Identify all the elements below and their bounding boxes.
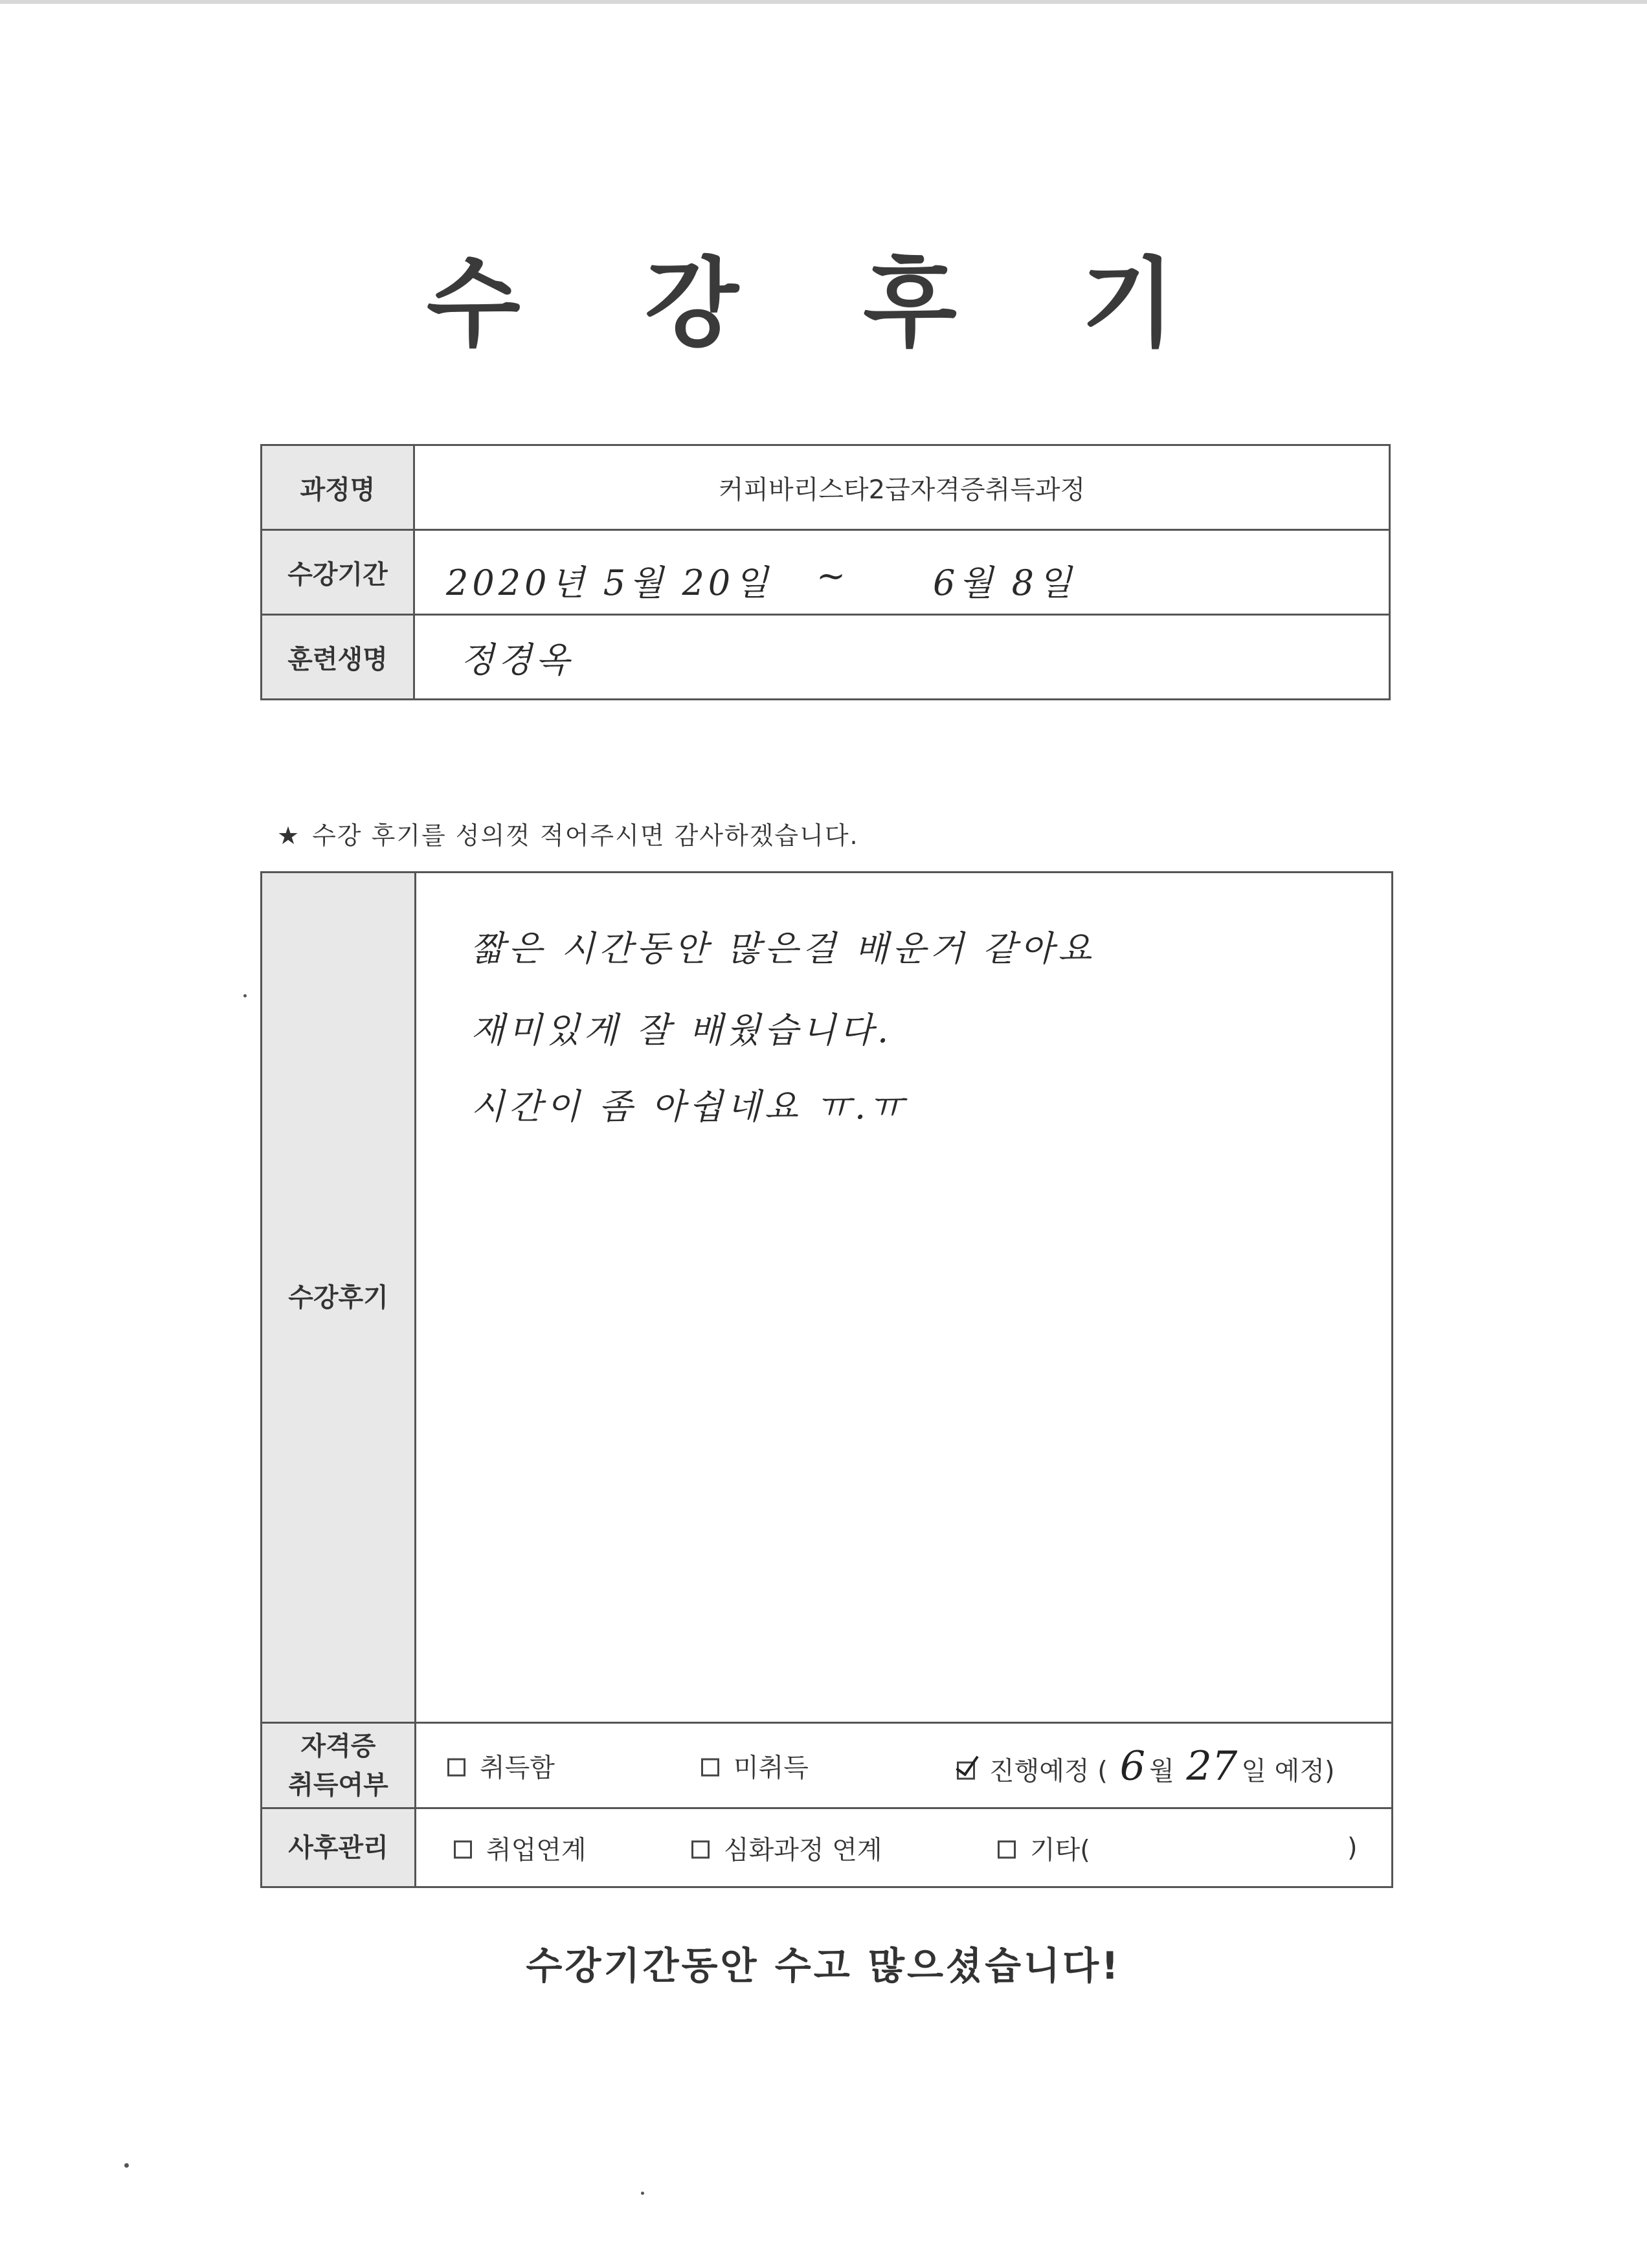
month-unit: 월 bbox=[1149, 1756, 1174, 1786]
period-label: 수강기간 bbox=[262, 530, 414, 615]
page-top-edge bbox=[0, 0, 1647, 4]
review-line-2-handwritten: 재미있게 잘 배웠습니다. bbox=[471, 1010, 893, 1051]
trainee-row bbox=[262, 615, 1390, 700]
certificate-label-line2: 취득여부 bbox=[288, 1770, 388, 1800]
aftercare-row bbox=[262, 1808, 1393, 1887]
scan-speck bbox=[641, 2192, 644, 2195]
option-not-acquired[interactable] bbox=[701, 1747, 809, 1784]
course-label: 과정명 bbox=[262, 445, 414, 530]
day-unit: 일 예정) bbox=[1241, 1756, 1335, 1786]
certificate-label-line1: 자격증 bbox=[300, 1731, 376, 1761]
review-row bbox=[262, 873, 1393, 1723]
trainee-value bbox=[414, 615, 1390, 700]
review-body bbox=[416, 873, 1393, 1723]
option-advanced-course[interactable] bbox=[691, 1829, 882, 1866]
checkbox-planned-checked[interactable] bbox=[957, 1761, 975, 1779]
review-label: 수강후기 bbox=[262, 873, 416, 1723]
review-line-3-handwritten: 시간이 좀 아쉽네요 ㅠ.ㅠ bbox=[471, 1086, 908, 1127]
course-row bbox=[262, 445, 1390, 530]
checkbox-advanced-course[interactable] bbox=[691, 1840, 710, 1858]
aftercare-label: 사후관리 bbox=[262, 1808, 416, 1887]
other-close-paren: ) bbox=[1347, 1832, 1358, 1863]
certificate-label bbox=[262, 1723, 416, 1808]
checkbox-acquired[interactable] bbox=[447, 1758, 465, 1776]
option-other[interactable] bbox=[998, 1829, 1090, 1866]
review-instruction-text: 수강 후기를 성의껏 적어주시면 감사하겠습니다. bbox=[312, 821, 859, 850]
closing-message: 수강기간동안 수고 많으셨습니다! bbox=[526, 1944, 1121, 1988]
option-advanced-course-label: 심화과정 연계 bbox=[724, 1835, 882, 1865]
planned-day-handwritten: 27 bbox=[1186, 1742, 1238, 1789]
option-acquired-label: 취득함 bbox=[480, 1753, 555, 1783]
option-acquired[interactable] bbox=[447, 1747, 555, 1784]
checkbox-other[interactable] bbox=[998, 1840, 1016, 1858]
course-info-table bbox=[260, 444, 1391, 700]
checkbox-not-acquired[interactable] bbox=[701, 1758, 719, 1776]
checkbox-job-link[interactable] bbox=[454, 1840, 472, 1858]
review-line-1-handwritten: 짧은 시간동안 많은걸 배운거 같아요 bbox=[471, 928, 1096, 969]
period-start-handwritten: 2020년 5월 20일 bbox=[446, 562, 772, 603]
review-instruction bbox=[277, 816, 859, 851]
certificate-row bbox=[262, 1723, 1393, 1808]
page-title: 수 강 후 기 bbox=[426, 248, 1221, 361]
option-not-acquired-label: 미취득 bbox=[734, 1753, 809, 1783]
star-icon: ★ bbox=[277, 821, 301, 850]
period-end-handwritten: 6월 8일 bbox=[933, 562, 1076, 603]
trainee-label: 훈련생명 bbox=[262, 615, 414, 700]
period-value bbox=[414, 530, 1390, 615]
review-table bbox=[260, 871, 1393, 1888]
option-job-link[interactable] bbox=[454, 1829, 587, 1866]
option-job-link-label: 취업연계 bbox=[486, 1835, 587, 1865]
aftercare-options bbox=[416, 1808, 1393, 1887]
scan-speck bbox=[243, 994, 247, 997]
option-planned-label: 진행예정 ( bbox=[989, 1756, 1108, 1786]
option-planned[interactable] bbox=[957, 1742, 1335, 1789]
scan-speck bbox=[124, 2163, 129, 2168]
certificate-options bbox=[416, 1723, 1393, 1808]
option-other-label: 기타( bbox=[1030, 1835, 1090, 1865]
planned-month-handwritten: 6 bbox=[1119, 1742, 1146, 1789]
course-value: 커피바리스타2급자격증취득과정 bbox=[414, 445, 1390, 530]
period-row bbox=[262, 530, 1390, 615]
trainee-name-handwritten: 정경옥 bbox=[460, 639, 574, 680]
period-tilde-handwritten: ~ bbox=[816, 555, 850, 596]
